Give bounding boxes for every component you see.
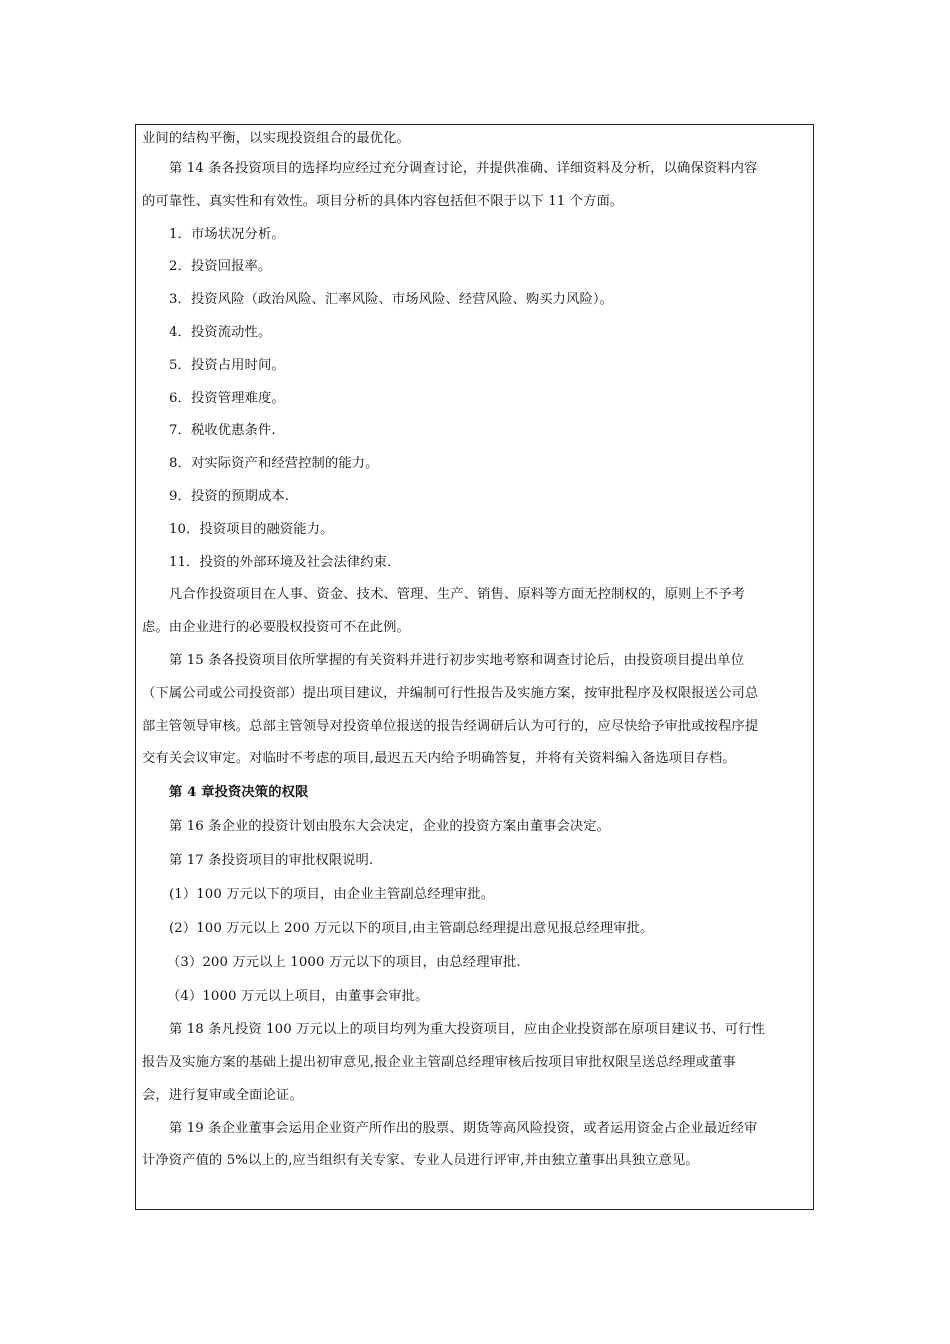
document-body (142, 125, 808, 1178)
list-item-9: 9．投资的预期成本. (169, 488, 290, 504)
list-item-8: 8．对实际资产和经营控制的能力。 (169, 456, 379, 472)
article-15-line-1: 第 15 条各投资项目依所掌握的有关资料并进行初步实地考察和调查讨论后，由投资项目提出单位 (169, 652, 745, 668)
list-item-5: 5．投资占用时间。 (169, 357, 285, 373)
list-item-3: 3．投资风险（政治风险、汇率风险、市场风险、经营风险、购买力风险）。 (169, 292, 614, 308)
article-18-line-2: 报告及实施方案的基础上提出初审意见,报企业主管副总经理审核后按项目审批权限呈送总经理或董事 (142, 1054, 736, 1070)
approval-level-3: （3）200 万元以上 1000 万元以下的项目，由总经理审批. (167, 955, 521, 971)
approval-level-2: (2）100 万元以上 200 万元以下的项目,由主管副总经理提出意见报总经理审批。 (169, 921, 654, 937)
list-item-6: 6．投资管理难度。 (169, 390, 285, 406)
article-15-line-4: 交有关会议审定。对临时不考虑的项目,最迟五天内给予明确答复，并将有关资料编入备选项目存档。 (142, 751, 736, 767)
approval-level-1: (1）100 万元以下的项目，由企业主管副总经理审批。 (169, 887, 495, 903)
document-frame (135, 124, 814, 1210)
paragraph-continuation: 业间的结构平衡，以实现投资组合的最优化。 (142, 131, 410, 146)
list-item-10: 10．投资项目的融资能力。 (169, 521, 334, 537)
article-16: 第 16 条企业的投资计划由股东大会决定，企业的投资方案由董事会决定。 (169, 819, 611, 835)
list-item-7: 7．税收优惠条件. (169, 423, 276, 439)
article-15-line-2: （下属公司或公司投资部）提出项目建议，并编制可行性报告及实施方案，按审批程序及权限报送公司总 (142, 685, 759, 701)
article-14-line-2: 的可靠性、真实性和有效性。项目分析的具体内容包括但不限于以下 11 个方面。 (142, 193, 624, 209)
article-14-line-1: 第 14 条各投资项目的选择均应经过充分调查讨论，并提供准确、详细资料及分析，以确保资料内容 (169, 161, 758, 176)
article-15-line-3: 部主管领导审核。总部主管领导对投资单位报送的报告经调研后认为可行的，应尽快给予审批或按程序提 (142, 718, 759, 734)
list-item-4: 4．投资流动性。 (169, 324, 272, 340)
cooperation-clause-line-2: 虑。由企业进行的必要股权投资可不在此例。 (142, 620, 410, 636)
article-19-line-1: 第 19 条企业董事会运用企业资产所作出的股票、期货等高风险投资，或者运用资金占企业最近经审 (169, 1120, 758, 1136)
cooperation-clause-line-1: 凡合作投资项目在人事、资金、技术、管理、生产、销售、原料等方面无控制权的，原则上不予考 (169, 587, 746, 603)
article-17: 第 17 条投资项目的审批权限说明. (169, 853, 374, 869)
article-18-line-1: 第 18 条凡投资 100 万元以上的项目均列为重大投资项目，应由企业投资部在原项目建议书、可行性 (169, 1022, 765, 1038)
approval-level-4: （4）1000 万元以上项目，由董事会审批。 (167, 989, 429, 1005)
article-18-line-3: 会，进行复审或全面论证。 (142, 1087, 303, 1103)
chapter-4-heading: 第 4 章投资决策的权限 (169, 785, 309, 801)
list-item-11: 11．投资的外部环境及社会法律约束. (169, 554, 392, 570)
list-item-2: 2．投资回报率。 (169, 259, 272, 275)
list-item-1: 1．市场状况分析。 (169, 226, 285, 242)
article-19-line-2: 计净资产值的 5%以上的,应当组织有关专家、专业人员进行评审,并由独立董事出具独立意见。 (142, 1153, 699, 1169)
